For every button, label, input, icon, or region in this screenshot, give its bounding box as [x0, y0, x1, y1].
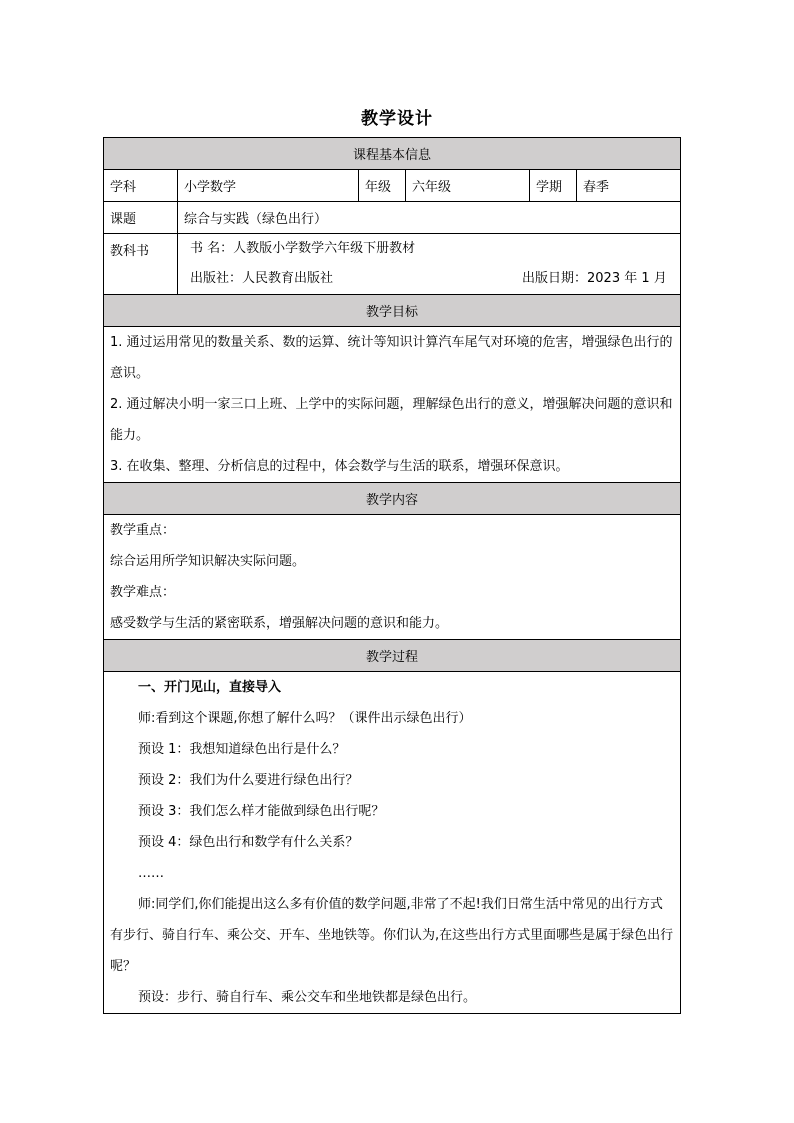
- section-header-content: 教学内容: [104, 483, 681, 515]
- difficulty-text: 感受数学与生活的紧密联系，增强解决问题的意识和能力。: [110, 616, 449, 631]
- content-body: [104, 515, 681, 640]
- key-point-text: 综合运用所学知识解决实际问题。: [110, 554, 306, 569]
- process-line: 预设 3：我们怎么样才能做到绿色出行呢？: [138, 804, 385, 819]
- objective-item: 3. 在收集、整理、分析信息的过程中，体会数学与生活的联系，增强环保意识。: [110, 459, 569, 474]
- answer-line: 预设：步行、骑自行车、乘公交车和坐地铁都是绿色出行。: [138, 990, 477, 1005]
- section-header-objectives: 教学目标: [104, 295, 681, 327]
- publisher-row: [184, 264, 674, 294]
- term-value: 春季: [577, 170, 681, 202]
- process-line: 预设 2：我们为什么要进行绿色出行？: [138, 773, 359, 788]
- grade-value: 六年级: [406, 170, 530, 202]
- difficulty-label: 教学难点：: [110, 585, 176, 600]
- objective-item: 2. 通过解决小明一家三口上班、上学中的实际问题，理解绿色出行的意义，增强解决问题的意识和能力。: [110, 397, 673, 443]
- objective-item: 1. 通过运用常见的数量关系、数的运算、统计等知识计算汽车尾气对环境的危害，增强绿色出行的意识。: [110, 335, 673, 381]
- lesson-plan-table: [103, 137, 681, 1014]
- document-title: 教学设计: [361, 109, 433, 129]
- section-header-process: 教学过程: [104, 640, 681, 672]
- publish-date-line: 出版日期：2023 年 1 月: [522, 271, 667, 286]
- topic-value: 综合与实践（绿色出行）: [178, 202, 681, 234]
- publisher-line: 出版社：人民教育出版社: [190, 271, 334, 286]
- subject-label: 学科: [104, 170, 178, 202]
- process-section-title: 一、开门见山，直接导入: [138, 680, 282, 695]
- objectives-body: [104, 327, 681, 483]
- process-line: 师:看到这个课题,你想了解什么吗？（课件出示绿色出行）: [138, 711, 472, 726]
- term-label: 学期: [530, 170, 577, 202]
- key-point-label: 教学重点：: [110, 523, 176, 538]
- teacher-paragraph: 师:同学们,你们能提出这么多有价值的数学问题,非常了不起!我们日常生活中常见的出行方式有步行、骑自行车、乘公交、开车、坐地铁等。你们认为,在这些出行方式里面哪些是属于绿色出行呢？: [110, 897, 674, 974]
- grade-label: 年级: [359, 170, 406, 202]
- topic-label: 课题: [104, 202, 178, 234]
- process-line: ……: [138, 866, 164, 881]
- process-body: [104, 672, 681, 1014]
- process-line: 预设 4：绿色出行和数学有什么关系？: [138, 835, 359, 850]
- book-name-line: 书 名：人教版小学数学六年级下册教材: [190, 241, 416, 256]
- process-line: 预设 1：我想知道绿色出行是什么？: [138, 742, 346, 757]
- subject-value: 小学数学: [178, 170, 359, 202]
- textbook-info: [178, 234, 681, 295]
- section-header-basic-info: 课程基本信息: [104, 138, 681, 170]
- textbook-label: 教科书: [104, 234, 178, 295]
